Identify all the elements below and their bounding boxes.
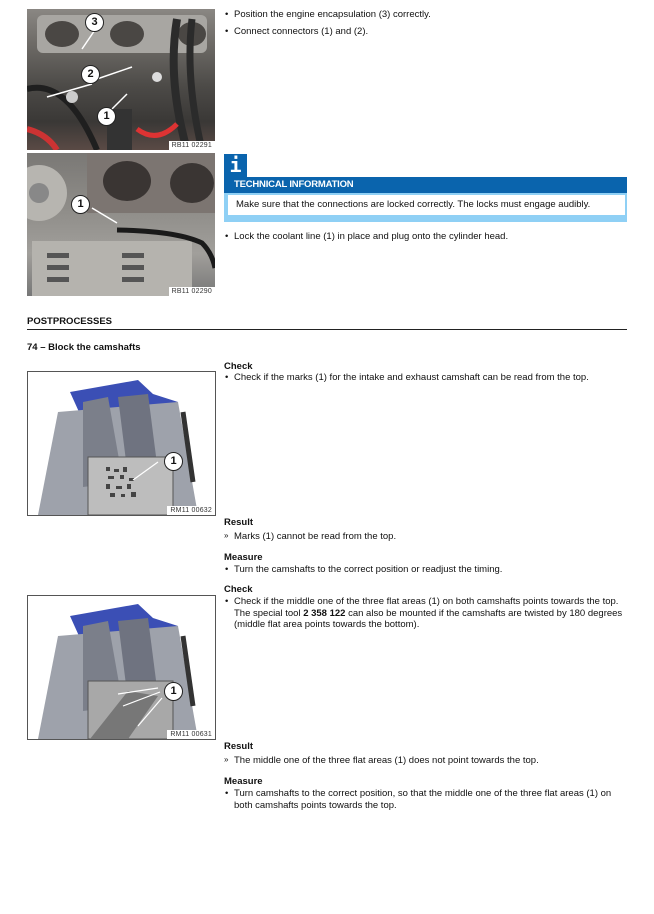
check-label: Check (224, 584, 253, 595)
check-text (224, 596, 626, 631)
check-label: Check (224, 361, 253, 372)
callout-1: 1 (164, 452, 183, 471)
measure-text: • Turn the camshafts to the correct position or readjust the timing. (224, 564, 502, 576)
check-text: • Check if the marks (1) for the intake and exhaust camshaft can be read from the top. (224, 372, 589, 384)
engine-photo-graphic (27, 9, 215, 150)
callout-1: 1 (97, 107, 116, 126)
figure-coolant-line (27, 153, 215, 296)
step-title: 74 – Block the camshafts (27, 342, 141, 353)
section-rule (27, 329, 627, 330)
section-heading-postprocesses: POSTPROCESSES (27, 316, 112, 327)
special-tool-number: 2 358 122 (303, 607, 346, 619)
measure-label: Measure (224, 552, 263, 563)
check-text-part: Check if the middle one of the three flat areas (1) on both camshafts points towards the top. The special tool (234, 596, 619, 619)
callout-1: 1 (164, 682, 183, 701)
coolant-photo-graphic (27, 153, 215, 296)
check-text-part: can also be mounted if the camshafts are twisted by 180 degrees (middle flat area points towards the bottom). (234, 607, 623, 630)
figure-caption: RB11 02291 (169, 141, 215, 150)
figure-caption: RB11 02290 (169, 287, 215, 296)
result-label: Result (224, 741, 254, 752)
info-icon (224, 154, 247, 177)
figure-caption: RM11 00631 (167, 730, 215, 739)
figure-engine-connectors (27, 9, 215, 150)
figure-camshaft-marks (27, 371, 216, 516)
step-lock-coolant-line: • Lock the coolant line (1) in place and plug onto the cylinder head. (224, 231, 508, 243)
info-box-text: Make sure that the connections are locked correctly. The locks must engage audibly. (228, 195, 625, 215)
camshaft-photo-graphic (28, 372, 215, 515)
figure-caption: RM11 00632 (167, 506, 215, 515)
step-position-encapsulation: • Position the engine encapsulation (3) correctly. (224, 9, 431, 21)
callout-3: 3 (85, 13, 104, 32)
figure-camshaft-flat-areas (27, 595, 216, 740)
callout-2: 2 (81, 65, 100, 84)
callout-1: 1 (71, 195, 90, 214)
measure-label: Measure (224, 776, 263, 787)
result-text: » The middle one of the three flat areas (1) does not point towards the top. (224, 755, 539, 767)
info-icon-glyph: i (229, 153, 242, 177)
camshaft-photo-graphic (28, 596, 215, 739)
technical-info-box (224, 154, 627, 222)
result-label: Result (224, 517, 254, 528)
measure-text: • Turn camshafts to the correct position, so that the middle one of the three flat areas (1) on both camshafts points towards the top. (224, 788, 626, 811)
info-box-title: TECHNICAL INFORMATION (224, 177, 627, 193)
step-connect-connectors: • Connect connectors (1) and (2). (224, 26, 368, 38)
result-text: » Marks (1) cannot be read from the top. (224, 531, 396, 543)
